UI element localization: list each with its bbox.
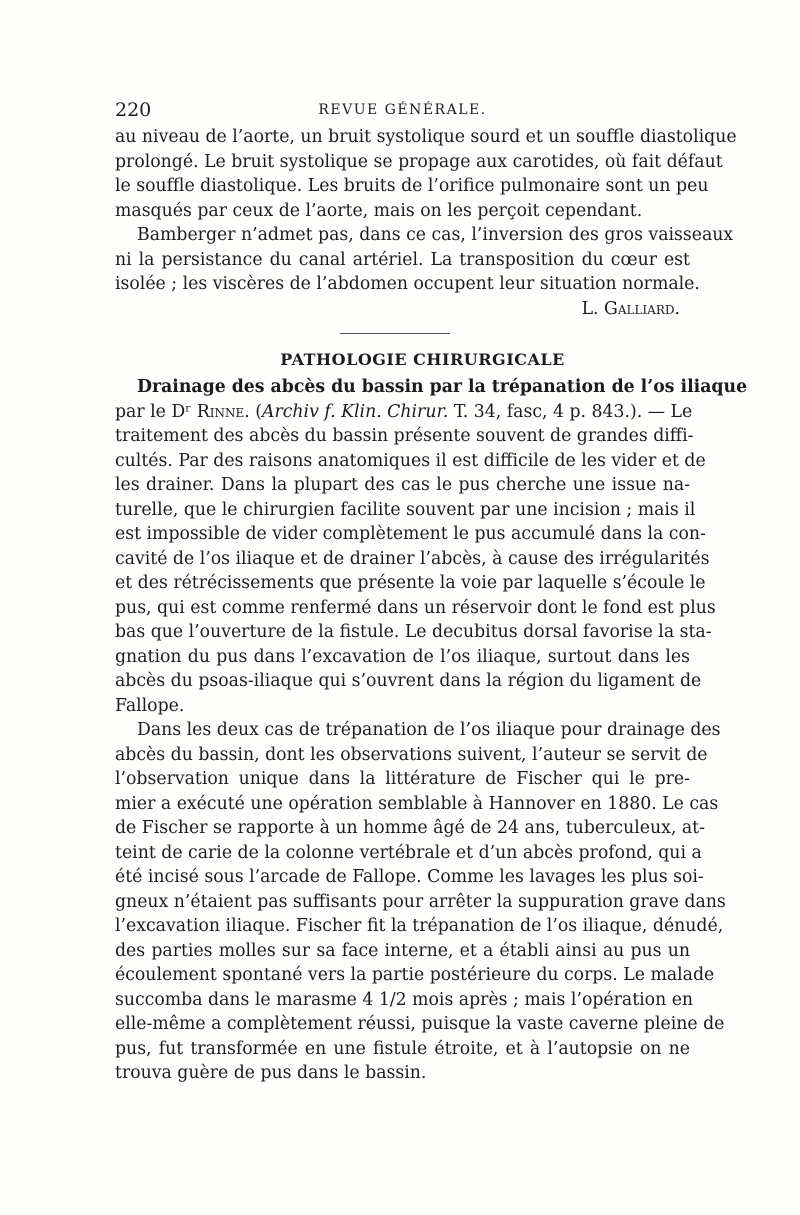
text-line: de Fischer se rapporte à un homme âgé de 24 ans, tuberculeux, at- [115, 818, 705, 838]
text-line: l’excavation iliaque. Fischer fit la trépanation de l’os iliaque, dénudé, [115, 916, 724, 936]
text-line: les drainer. Dans la plupart des cas le pus cherche une issue na- [115, 475, 690, 495]
section-title: PATHOLOGIE CHIRURGICALE [280, 350, 565, 369]
citation-details: T. 34, fasc, 4 p. 843.). — Le [453, 401, 693, 422]
text-line: trouva guère de pus dans le bassin. [115, 1063, 427, 1083]
text-line: au niveau de l’aorte, un bruit systolique sourd et un souffle diastolique [115, 127, 737, 147]
text-line: l’observation unique dans la littérature de Fischer qui le pre- [115, 769, 690, 789]
separator-rule [115, 321, 690, 345]
text-line: traitement des abcès du bassin présente souvent de grandes diffi- [115, 426, 694, 446]
running-title: REVUE GÉNÉRALE. [318, 102, 487, 118]
text-line: Dans les deux cas de trépanation de l’os iliaque pour drainage des [137, 720, 721, 740]
paragraph-continued [115, 125, 737, 223]
text-line: abcès du psoas-iliaque qui s’ouvrent dans la région du ligament de [115, 671, 702, 691]
text-line: gneux n’étaient pas suffisants pour arrêter la suppuration grave dans [115, 891, 726, 912]
text-line: et des rétrécissements que présente la voie par laquelle s’écoule le [115, 573, 706, 593]
text-line: gnation du pus dans l’excavation de l’os iliaque, surtout dans les [115, 646, 690, 667]
text-line: cavité de l’os iliaque et de drainer l’abcès, à cause des irrégularités [115, 548, 710, 569]
text-line: elle-même a complètement réussi, puisque la vaste caverne pleine de [115, 1014, 725, 1034]
text-line: teint de carie de la colonne vertébrale et d’un abcès profond, qui a [115, 842, 702, 863]
text-line: succomba dans le marasme 4 1/2 mois après ; mais l’opération en [115, 989, 694, 1010]
citation-open-paren: ( [255, 401, 262, 422]
article [115, 375, 748, 1086]
text-line: mier a exécuté une opération semblable à Hannover en 1880. Le cas [115, 793, 719, 814]
text-line: abcès du bassin, dont les observations suivent, l’auteur se servit de [115, 744, 708, 765]
page-header [115, 97, 690, 125]
text-line: pus, qui est comme renfermé dans un réservoir dont le fond est plus [115, 597, 716, 618]
signature: L. Galliard. [581, 298, 680, 319]
article-citation [115, 400, 693, 425]
text-line: Fallope. [115, 695, 185, 716]
text-line: bas que l’ouverture de la fistule. Le decubitus dorsal favorise la sta- [115, 622, 712, 642]
text-line: écoulement spontané vers la partie postérieure du corps. Le malade [115, 965, 715, 985]
text-line: est impossible de vider complètement le pus accumulé dans la con- [115, 524, 706, 544]
text-line: des parties molles sur sa face interne, et a établi ainsi au pus un [115, 940, 690, 961]
citation-dr: Dʳ [171, 401, 192, 422]
text-line: isolée ; les viscères de l’abdomen occupent leur situation normale. [115, 274, 700, 294]
text-line: turelle, que le chirurgien facilite souvent par une incision ; mais il [115, 499, 696, 520]
text-line: été incisé sous l’arcade de Fallope. Comme les lavages les plus soi- [115, 867, 704, 887]
text-line: pus, fut transformée en une fistule étroite, et à l’autopsie on ne [115, 1038, 690, 1059]
text-line: masqués par ceux de l’aorte, mais on les perçoit cependant. [115, 200, 643, 221]
citation-author: Rinne. [196, 401, 250, 422]
text-line: le souffle diastolique. Les bruits de l’orifice pulmonaire sont un peu [115, 176, 709, 196]
text-line: cultés. Par des raisons anatomiques il est difficile de les vider et de [115, 450, 706, 471]
text-line: prolongé. Le bruit systolique se propage aux carotides, où fait défaut [115, 151, 723, 172]
text-line: Bamberger n’admet pas, dans ce cas, l’inversion des gros vaisseaux [137, 225, 734, 245]
page-number: 220 [115, 99, 152, 121]
page [115, 97, 748, 1086]
citation-par-le: par le [115, 401, 166, 422]
text-line: ni la persistance du canal artériel. La transposition du cœur est [115, 249, 690, 270]
paragraph-bamberger [115, 223, 734, 321]
article-title: Drainage des abcès du bassin par la trépanation de l’os iliaque [137, 377, 748, 397]
citation-journal: Archiv f. Klin. Chirur. [262, 401, 449, 422]
